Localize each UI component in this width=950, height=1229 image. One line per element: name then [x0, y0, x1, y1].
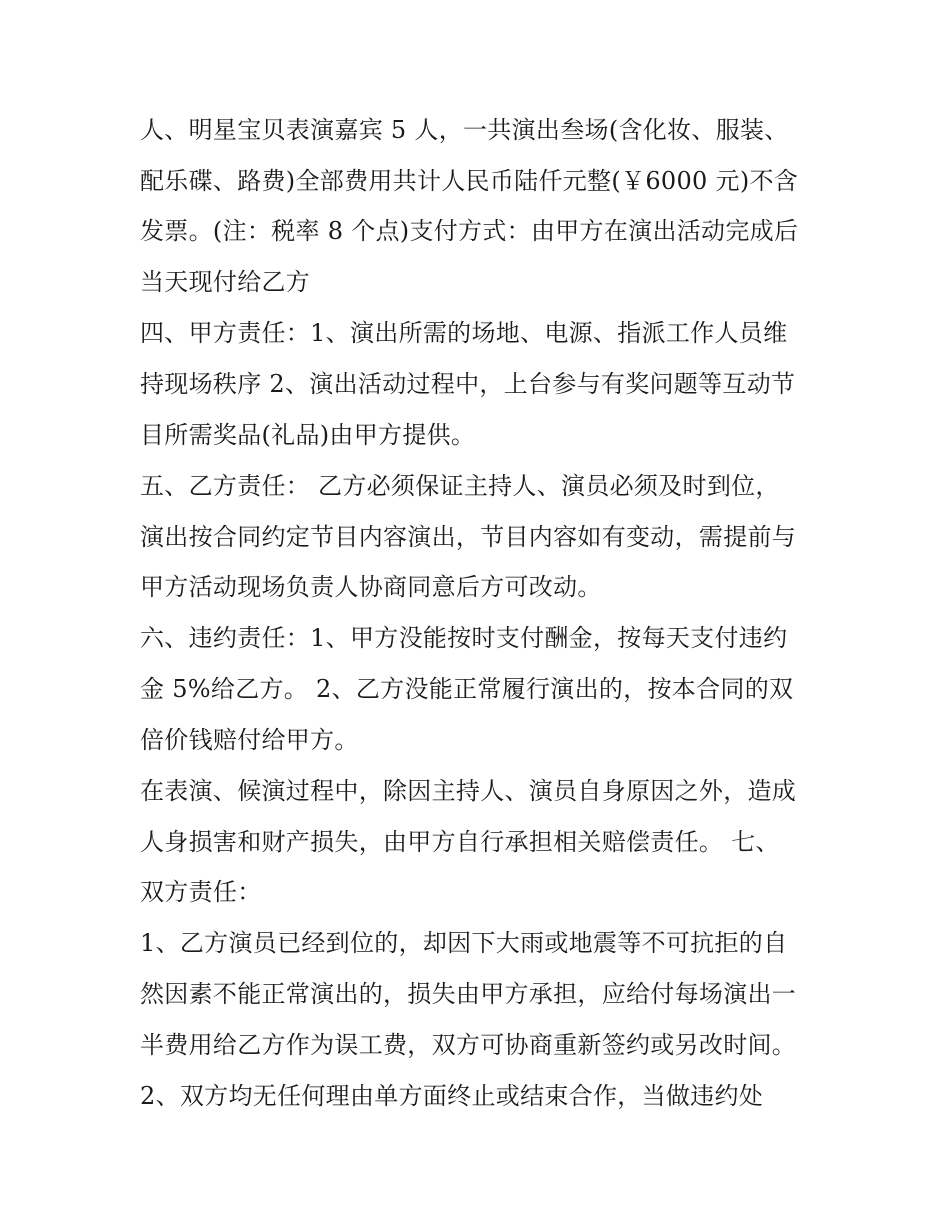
text-line-13: 倍价钱赔付给甲方。 — [140, 726, 359, 754]
text-line-19: 半费用给乙方作为误工费，双方可协商重新签约或另改时间。 — [140, 1031, 797, 1059]
text-line-1: 人、明星宝贝表演嘉宾 5 人，一共演出叁场(含化妆、服装、 — [140, 116, 789, 144]
text-line-8: 五、乙方责任： 乙方必须保证主持人、演员必须及时到位， — [140, 472, 780, 500]
text-line-18: 然因素不能正常演出的，损失由甲方承担，应给付每场演出一 — [140, 980, 797, 1008]
text-line-12: 金 5%给乙方。 2、乙方没能正常履行演出的，按本合同的双 — [140, 675, 794, 703]
text-line-16: 双方责任： — [140, 878, 262, 906]
text-line-7: 目所需奖品(礼品)由甲方提供。 — [140, 421, 476, 449]
text-line-17: 1、乙方演员已经到位的，却因下大雨或地震等不可抗拒的自 — [140, 929, 788, 957]
text-line-2: 配乐碟、路费)全部费用共计人民币陆仟元整(￥6000 元)不含 — [140, 167, 799, 195]
text-line-9: 演出按合同约定节目内容演出，节目内容如有变动，需提前与 — [140, 523, 797, 551]
text-line-6: 持现场秩序 2、演出活动过程中，上台参与有奖问题等互动节 — [140, 370, 796, 398]
text-line-11: 六、违约责任：1、甲方没能按时支付酬金，按每天支付违约 — [140, 624, 788, 652]
text-line-20: 2、双方均无任何理由单方面终止或结束合作，当做违约处 — [140, 1082, 764, 1110]
text-line-15: 人身损害和财产损失，由甲方自行承担相关赔偿责任。 七、 — [140, 828, 780, 856]
text-line-10: 甲方活动现场负责人协商同意后方可改动。 — [140, 573, 602, 601]
text-line-4: 当天现付给乙方 — [140, 268, 311, 296]
text-line-14: 在表演、候演过程中，除因主持人、演员自身原因之外，造成 — [140, 777, 797, 805]
text-line-5: 四、甲方责任：1、演出所需的场地、电源、指派工作人员维 — [140, 319, 788, 347]
text-line-3: 发票。(注：税率 8 个点)支付方式：由甲方在演出活动完成后 — [140, 217, 799, 245]
